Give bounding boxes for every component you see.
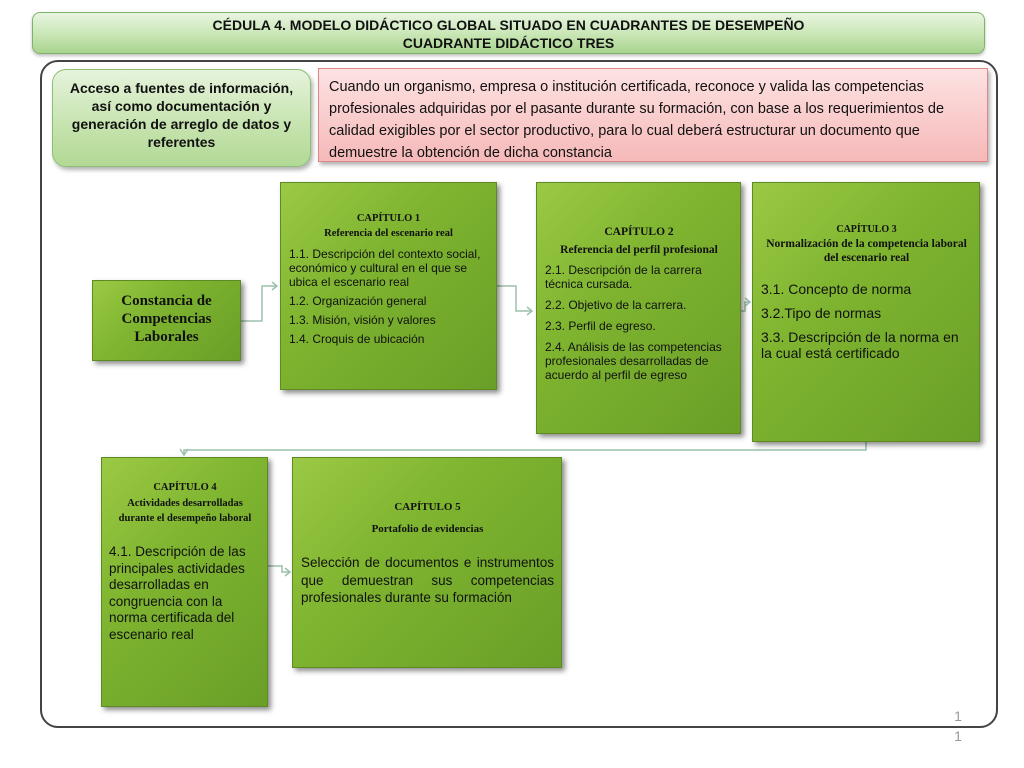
chapter1-item: 1.4. Croquis de ubicación xyxy=(289,332,425,346)
chapter2-item: 2.3. Perfil de egreso. xyxy=(545,319,656,333)
connector-cap1-to-cap2 xyxy=(497,286,531,311)
chapter2-item: 2.4. Análisis de las competencias profesionales desarrolladas de acuerdo al perfil de egreso xyxy=(545,340,722,382)
chapter4-subtitle: Actividades desarrolladas durante el desempeño laboral xyxy=(118,498,252,524)
chapter3-subtitle: Normalización de la competencia laboral del escenario real xyxy=(766,238,967,264)
connector-cap3-to-cap4 xyxy=(184,442,866,454)
chapter2-subtitle: Referencia del perfil profesional xyxy=(560,244,718,256)
chapter4-item: 4.1. Descripción de las principales actividades desarrolladas en congruencia con la norma certificada del escenario real xyxy=(109,544,246,642)
description-box xyxy=(318,68,988,162)
slide-title-line1: CÉDULA 4. MODELO DIDÁCTICO GLOBAL SITUADO EN CUADRANTES DE DESEMPEÑO xyxy=(212,17,805,33)
chapter1-heading: CAPÍTULO 1 xyxy=(356,213,421,224)
chapter1-item: 1.1. Descripción del contexto social, económico y cultural en el que se ubica el escenario real xyxy=(289,247,481,289)
chapter4-box xyxy=(101,457,268,707)
chapter3-item: 3.2.Tipo de normas xyxy=(761,305,882,321)
constancia-box xyxy=(92,280,241,361)
chapter2-item: 2.2. Objetivo de la carrera. xyxy=(545,298,687,312)
chapter2-box xyxy=(536,182,741,434)
chapter1-subtitle: Referencia del escenario real xyxy=(324,228,453,239)
chapter1-box xyxy=(280,182,497,390)
chapter2-heading: CAPÍTULO 2 xyxy=(604,226,674,238)
chapter4-heading: CAPÍTULO 4 xyxy=(153,482,217,493)
connector-constancia-to-cap1 xyxy=(241,286,276,321)
chapter5-item: Selección de documentos e instrumentos que demuestran sus competencias profesionales durante su formación xyxy=(301,555,554,605)
access-sources-text: Acceso a fuentes de información, así como documentación y generación de arreglo de datos y referentes xyxy=(69,80,294,150)
chapter5-heading: CAPÍTULO 5 xyxy=(394,501,461,513)
chapter3-heading: CAPÍTULO 3 xyxy=(836,224,897,235)
chapter2-item: 2.1. Descripción de la carrera técnica cursada. xyxy=(545,263,702,291)
chapter1-item: 1.3. Misión, visión y valores xyxy=(289,313,436,327)
slide-title-line2: CUADRANTE DIDÁCTICO TRES xyxy=(402,35,615,51)
chapter1-item: 1.2. Organización general xyxy=(289,294,427,308)
page-number: 1 1 xyxy=(954,708,962,744)
chapter3-box xyxy=(752,182,980,442)
access-sources-box xyxy=(52,69,311,167)
chapter3-item: 3.1. Concepto de norma xyxy=(761,281,912,297)
constancia-text: Constancia de Competencias Laborales xyxy=(121,293,212,345)
chapter3-item: 3.3. Descripción de la norma en la cual está certificado xyxy=(761,329,959,361)
description-text: Cuando un organismo, empresa o institución certificada, reconoce y valida las competencias profesionales adquiridas por el pasante durante su formación, con base a los requerimientos de calidad exigibles por el sector productivo, para lo cual deberá estructurar un documento que demuestre la obtención de dicha constancia xyxy=(329,79,945,161)
chapter5-subtitle: Portafolio de evidencias xyxy=(371,523,484,535)
chapter5-box xyxy=(292,457,562,668)
